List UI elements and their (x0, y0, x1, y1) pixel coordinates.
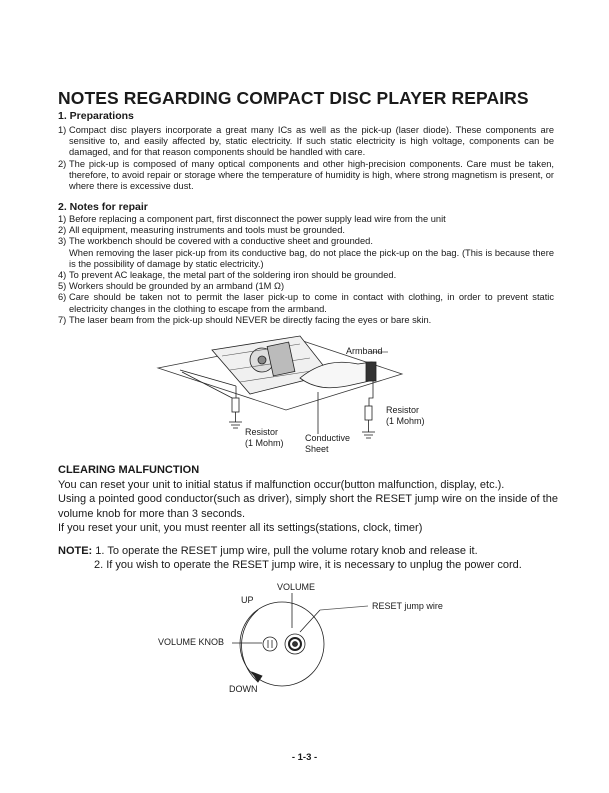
item-number: 3) (58, 236, 67, 247)
resistor-left-line2: (1 Mohm) (245, 438, 284, 448)
item-text: Workers should be grounded by an armband (1M Ω) (69, 281, 285, 292)
item-number: 5) (58, 281, 67, 292)
resistor-right-line1: Resistor (386, 405, 420, 415)
down-label: DOWN (229, 684, 258, 694)
volume-knob-label: VOLUME KNOB (158, 637, 225, 647)
reset-wire-label: RESET jump wire (372, 601, 443, 611)
up-label: UP (241, 595, 254, 605)
conductive-line2: Sheet (305, 444, 329, 454)
page-title: NOTES REGARDING COMPACT DISC PLAYER REPAIRS (58, 88, 529, 108)
item-text: The workbench should be covered with a conductive sheet and grounded. (69, 236, 373, 247)
item-subtext: When removing the laser pick-up from its conductive bag, do not place the pick-up on the bag. (This is because there is the possibility of damage by static electricity.) (69, 247, 554, 269)
item-text: All equipment, measuring instruments and tools must be grounded. (69, 225, 345, 236)
note-label: NOTE: (58, 545, 93, 557)
clearing-heading: CLEARING MALFUNCTION (58, 464, 200, 476)
note-line: 1. To operate the RESET jump wire, pull the volume rotary knob and release it. (95, 545, 478, 557)
item-number: 1) (58, 214, 67, 224)
preparations-heading: 1. Preparations (58, 110, 134, 122)
resistor-right-line2: (1 Mohm) (386, 416, 425, 426)
item-text: To prevent AC leakage, the metal part of the soldering iron should be grounded. (69, 270, 397, 281)
clearing-line: If you reset your unit, you must reenter all its settings(stations, clock, timer) (58, 522, 423, 535)
volume-label: VOLUME (277, 582, 316, 592)
repair-heading: 2. Notes for repair (58, 201, 148, 213)
item-number: 1) (58, 125, 67, 135)
item-number: 2) (58, 225, 67, 236)
note-line: 2. If you wish to operate the RESET jump wire, it is necessary to unplug the power cord. (94, 559, 522, 572)
armband-label: Armband (346, 346, 383, 356)
item-text: The laser beam from the pick-up should NEVER be directly facing the eyes or bare skin. (69, 314, 432, 325)
resistor-left-line1: Resistor (245, 427, 279, 437)
item-number: 6) (58, 292, 67, 303)
item-text: Care should be taken not to permit the laser pick-up to come in contact with clothing, in order to prevent static electricity changes in the clothing to escape from the armband. (69, 292, 554, 314)
conductive-line1: Conductive (305, 433, 351, 443)
item-text: Before replacing a component part, first disconnect the power supply lead wire from the unit (69, 214, 446, 224)
page-number: - 1-3 - (291, 752, 318, 763)
clearing-line: You can reset your unit to initial status if malfunction occur(button malfunction, display, etc.). (58, 479, 505, 491)
clearing-line: Using a pointed good conductor(such as driver), simply short the RESET jump wire on the inside of the volume knob for more than 3 seconds. (58, 493, 558, 520)
item-text: Compact disc players incorporate a great many ICs as well as the pick-up (laser diode). These components are sensitive to, and easily affected by, static electricity. If such static electricity is high voltage, components can be damaged, and for that reason components should be handled with care. (69, 125, 554, 158)
item-number: 7) (58, 314, 67, 325)
item-number: 4) (58, 270, 67, 281)
item-number: 2) (58, 158, 67, 169)
item-text: The pick-up is composed of many optical components and other high-precision components. Care must be taken, therefore, to avoid repair or storage where the temperature of humidity is high, where strong magnetism is present, or where there is excessive dust. (69, 158, 554, 192)
